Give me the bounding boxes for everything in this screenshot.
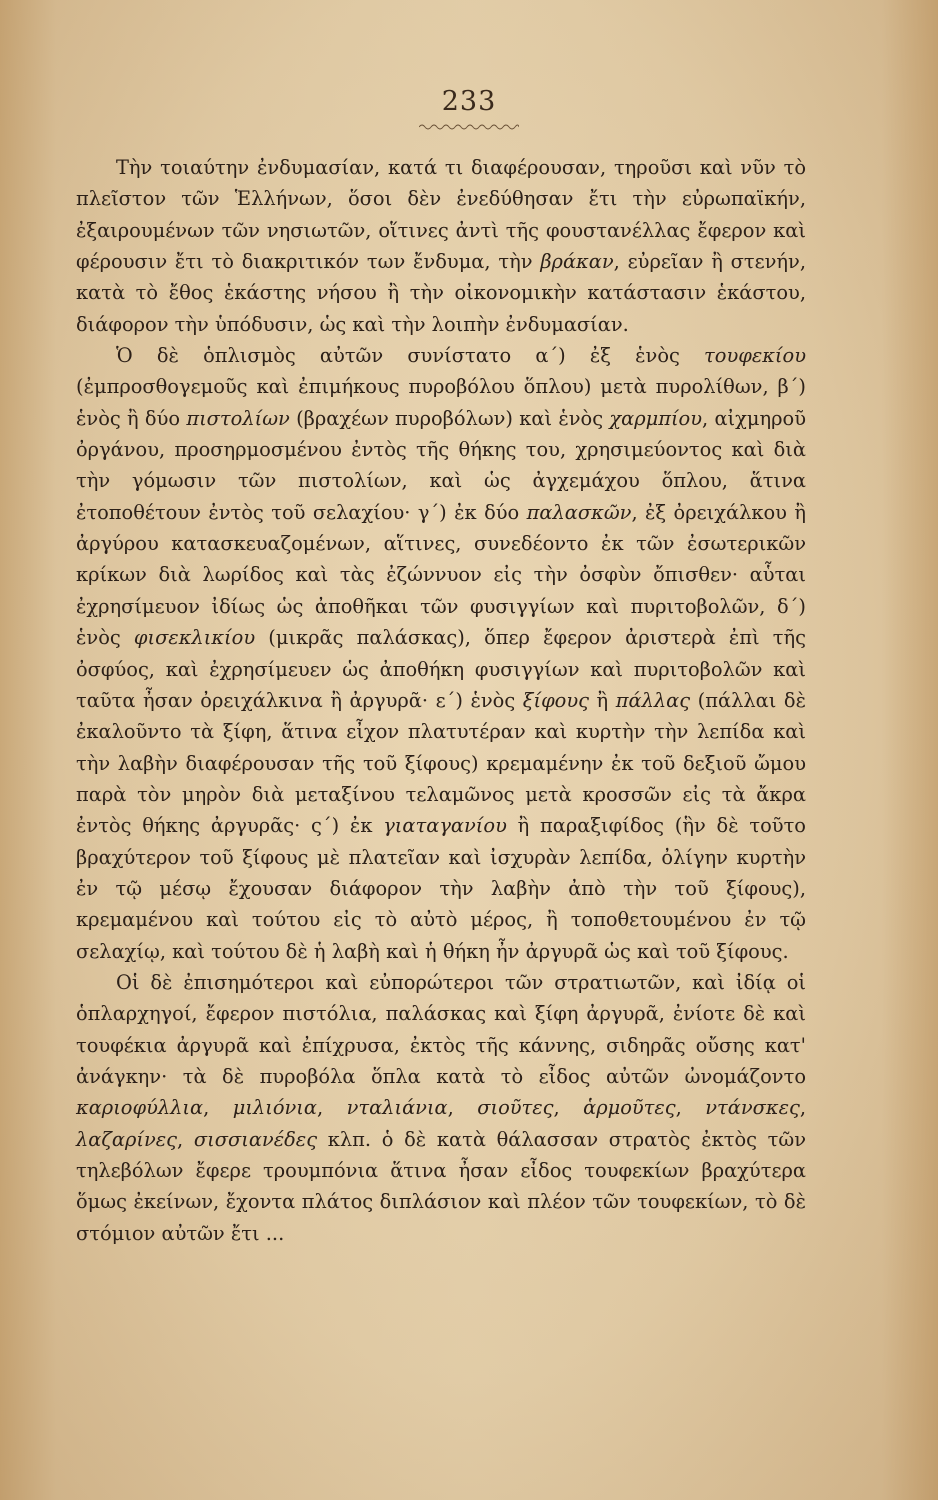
italic-term: γιαταγανίου: [383, 814, 507, 838]
italic-term: σιοῦτες: [477, 1096, 554, 1120]
text-run: (μικρᾶς παλάσκας), ὅπερ ἔφερον ἀριστερὰ ἐπὶ τῆς ὀσφύος, καὶ ἐχρησίμευεν ὡς ἀποθήκη φυσιγγίων καὶ πυριτοβολῶν καὶ ταῦτα ἦσαν ὀρειχάλκινα ἢ ἀργυρᾶ· ε´) ἑνὸς: [76, 626, 806, 712]
italic-term: πάλλας: [615, 688, 691, 712]
text-run: ,: [177, 1127, 194, 1151]
text-run: ,: [675, 1096, 706, 1120]
italic-term: τουφεκίου: [704, 344, 806, 368]
italic-term: παλασκῶν: [526, 500, 632, 524]
italic-term: χαρμπίου: [609, 406, 703, 430]
italic-term: βράκαν: [540, 250, 614, 274]
text-run: , εὐρεῖαν ἢ στενήν, κατὰ τὸ ἔθος ἑκάστης νήσου ἢ τὴν οἰκονομικὴν κατάστασιν ἑκάστου, διάφορον τὴν ὑπόδυσιν, ὡς καὶ τὴν λοιπὴν ἐνδυμασίαν.: [76, 250, 806, 336]
paragraph: [76, 967, 806, 1249]
text-run: κλπ. ὁ δὲ κατὰ θάλασσαν στρατὸς ἐκτὸς τῶν τηλεβόλων ἔφερε τρουμπόνια ἅτινα ἦσαν εἶδος τουφεκίων βραχύτερα ὅμως ἐκείνων, ἔχοντα πλάτος διπλάσιον καὶ πλέον τῶν τουφεκίων, τὸ δὲ στόμιον αὐτῶν ἔτι ...: [76, 1127, 806, 1245]
paragraph: [76, 340, 806, 967]
text-run: ,: [799, 1096, 807, 1120]
italic-term: φισεκλικίου: [133, 626, 256, 650]
text-run: Τὴν τοιαύτην ἐνδυμασίαν, κατά τι διαφέρουσαν, τηροῦσι καὶ νῦν τὸ πλεῖστον τῶν Ἑλλήνων, ὅσοι δὲν ἐνεδύθησαν ἔτι τὴν εὐρωπαϊκήν, ἐξαιρουμένων τῶν νησιωτῶν, οἵτινες ἀντὶ τῆς φουστανέλλας ἔφερον καὶ φέρουσιν ἔτι τὸ διακριτικόν των ἔνδυμα, τὴν: [76, 156, 806, 274]
text-run: , ἐξ ὀρειχάλκου ἢ ἀργύρου κατασκευαζομένων, αἵτινες, συνεδέοντο ἐκ τῶν ἐσωτερικῶν κρίκων διὰ λωρίδος καὶ τὰς ἐζώννυον εἰς τὴν ὀσφὺν ὄπισθεν· αὗται ἐχρησίμευον ἰδίως ὡς ἀποθῆκαι τῶν φυσιγγίων καὶ πυριτοβολῶν, δ´) ἑνὸς: [76, 500, 806, 650]
text-run: ,: [203, 1096, 233, 1120]
italic-term: σισσιανέδες: [193, 1127, 318, 1151]
italic-term: πιστολίων: [186, 406, 290, 430]
text-run: , αἰχμηροῦ ὀργάνου, προσηρμοσμένου ἐντὸς τῆς θήκης του, χρησιμεύοντος καὶ διὰ τὴν γόμωσιν τῶν πιστολίων, καὶ ὡς ἀγχεμάχου ὅπλου, ἅτινα ἐτοποθέτουν ἐντὸς τοῦ σελαχίου· γ´) ἐκ δύο: [76, 406, 806, 524]
text-run: (βραχέων πυροβόλων) καὶ ἑνὸς: [289, 406, 610, 430]
italic-term: καριοφύλλια: [76, 1096, 204, 1120]
italic-term: νταλιάνια: [346, 1096, 448, 1120]
text-run: Οἱ δὲ ἐπισημότεροι καὶ εὐπορώτεροι τῶν στρατιωτῶν, καὶ ἰδίᾳ οἱ ὁπλαρχηγοί, ἔφερον πιστόλια, παλάσκας καὶ ξίφη ἀργυρᾶ, ἐνίοτε δὲ καὶ τουφέκια ἀργυρᾶ καὶ ἐπίχρυσα, ἐκτὸς τῆς κάννης, σιδηρᾶς οὔσης κατ' ἀνάγκην· τὰ δὲ πυροβόλα ὅπλα κατὰ τὸ εἶδος αὐτῶν ὠνομάζοντο: [76, 970, 806, 1088]
text-run: (πάλλαι δὲ ἐκαλοῦντο τὰ ξίφη, ἅτινα εἶχον πλατυτέραν καὶ κυρτὴν τὴν λεπίδα καὶ τὴν λαβὴν διαφέρουσαν τῆς τοῦ ξίφους) κρεμαμένην ἐκ τοῦ δεξιοῦ ὤμου παρὰ τὸν μηρὸν διὰ μεταξίνου τελαμῶνος μετὰ κροσσῶν εἰς τὰ ἄκρα ἐντὸς θήκης ἀργυρᾶς· ς´) ἐκ: [76, 688, 807, 838]
text-run: ,: [316, 1096, 347, 1120]
italic-term: ντάνσκες: [705, 1096, 800, 1120]
italic-term: μιλιόνια: [232, 1096, 317, 1120]
wavy-rule-ornament: [419, 122, 519, 132]
text-run: ,: [447, 1096, 478, 1120]
italic-term: ξίφους: [522, 688, 589, 712]
body-text: [76, 152, 806, 1249]
italic-term: λαζαρίνες: [76, 1127, 178, 1151]
page-number: 233: [441, 86, 497, 117]
paragraph: [76, 152, 806, 340]
text-run: ,: [553, 1096, 584, 1120]
text-run: ἢ παραξιφίδος (ἣν δὲ τοῦτο βραχύτερον τοῦ ξίφους μὲ πλατεῖαν καὶ ἰσχυρὰν λεπίδα, ὀλίγην κυρτὴν ἐν τῷ μέσῳ ἔχουσαν διάφορον τὴν λαβὴν ἀπὸ τὴν τοῦ ξίφους), κρεμαμένου καὶ τούτου εἰς τὸ αὐτὸ μέρος, ἢ τοποθετουμένου ἐν τῷ σελαχίῳ, καὶ τούτου δὲ ἡ λαβὴ καὶ ἡ θήκη ἦν ἀργυρᾶ ὡς καὶ τοῦ ξίφους.: [76, 814, 806, 963]
text-run: (ἐμπροσθογεμοῦς καὶ ἐπιμήκους πυροβόλου ὅπλου) μετὰ πυρολίθων, β´) ἑνὸς ἢ δύο: [76, 375, 806, 430]
italic-term: ἁρμοῦτες: [583, 1096, 676, 1120]
text-run: ἢ: [588, 688, 616, 712]
text-run: Ὁ δὲ ὁπλισμὸς αὐτῶν συνίστατο α´) ἐξ ἑνὸς: [116, 344, 705, 368]
